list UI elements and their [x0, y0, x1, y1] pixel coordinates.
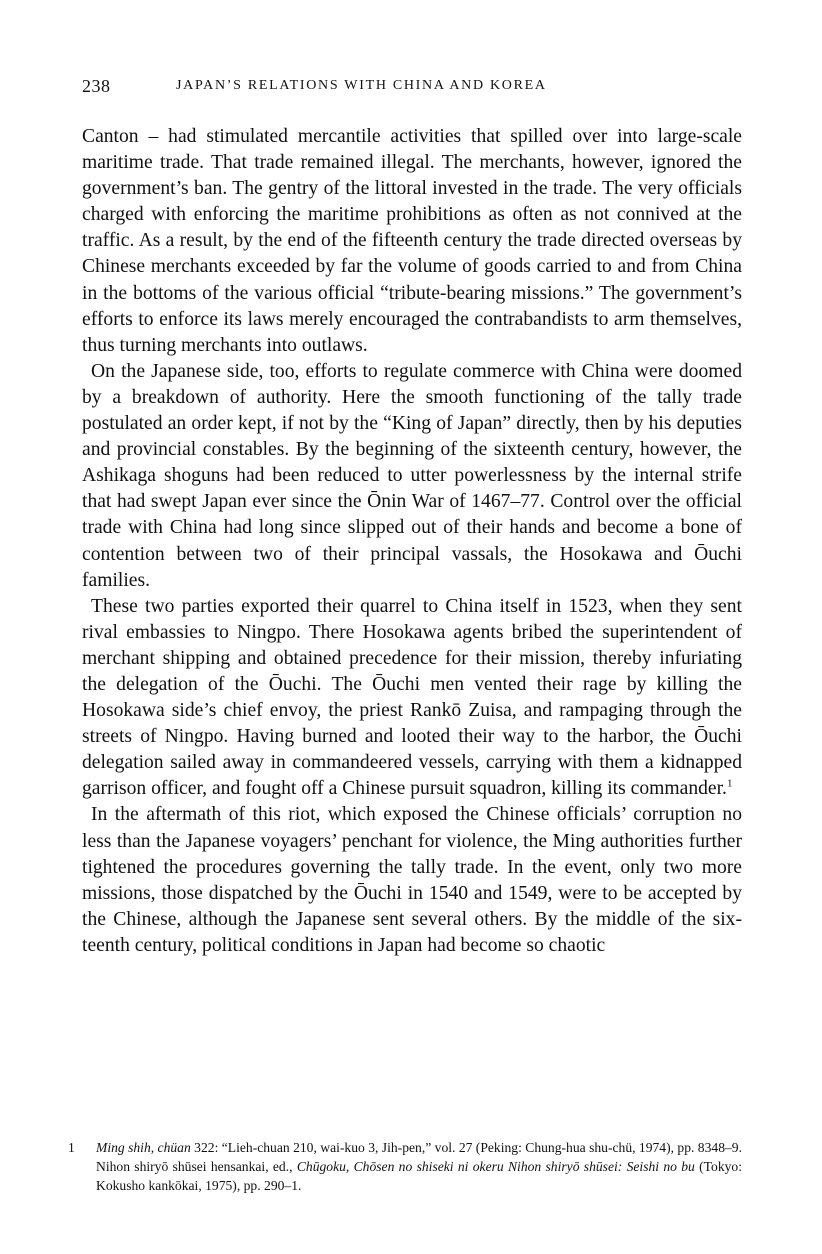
body-text [82, 124, 742, 959]
paragraph-3-text: These two parties exported their quarrel to China itself in 1523, when they sent rival embassies to Ningpo. There Hosokawa agents bribed the superintendent of merchant shipping and obtained precedence for their mission, thereby infuriating the delegation of the Ōuchi. The Ōuchi men vented their rage by killing the Hosokawa side’s chief envoy, the priest Rankō Zuisa, and rampaging through the streets of Ningpo. Having burned and looted their way to the harbor, the Ōuchi delegation sailed away in commandeered vessels, carrying with them a kidnapped garrison officer, and fought off a Chinese pursuit squadron, killing its commander. [82, 595, 742, 800]
paragraph-1: Canton – had stimulated mercantile activities that spilled over into large-scale maritime trade. That trade remained illegal. The merchants, however, ignored the government’s ban. The gentry of the littoral invested in the trade. The very officials charged with enforcing the maritime prohibitions as often as not connived at the traffic. As a result, by the end of the fifteenth century the trade directed overseas by Chinese merchants exceeded by far the volume of goods carried to and from China in the bottoms of the various official “tribute-bearing missions.” The government’s efforts to enforce its laws merely encouraged the contrabandists to arm themselves, thus turning merchants into outlaws. [82, 126, 742, 356]
footnote-text-1: 322: “Lieh-chuan 210, wai-kuo 3, Jih-pen,” vol. 27 (Peking: Chung-hua shu-chü, 1974), pp. 8348–9. Nihon shiryō shūsei hensankai, ed., [96, 1140, 742, 1174]
running-head-title: JAPAN’S RELATIONS WITH CHINA AND KOREA [176, 78, 547, 93]
footnote-title-2: Chūgoku, Chōsen no shiseki ni okeru Nihon shiryō shūsei: Seishi no bu [296, 1159, 695, 1174]
paragraph-2: On the Japanese side, too, efforts to regulate commerce with China were doomed by a breakdown of authority. Here the smooth functioning of the tally trade postulated an order kept, if not by the “King of Japan” directly, then by his deputies and provincial constables. By the beginning of the sixteenth century, however, the Ashikaga shoguns had been reduced to utter powerlessness by the internal strife that had swept Japan ever since the Ōnin War of 1467–77. Control over the official trade with China had long since slipped out of their hands and become a bone of contention between two of their principal vassals, the Hosokawa and Ōuchi families. [82, 360, 742, 591]
page-number: 238 [82, 76, 111, 96]
footnote-reference[interactable]: 1 [726, 777, 733, 790]
footnote-text-2: (Tokyo: Kokusho kankōkai, 1975), pp. 290–1. [96, 1159, 743, 1193]
paragraph-3 [82, 594, 742, 803]
footnote-title-1: Ming shih, chüan [96, 1140, 191, 1155]
running-header [82, 76, 742, 100]
footnote [68, 1138, 743, 1195]
footnote-1 [68, 1138, 743, 1195]
footnote-number: 1 [68, 1140, 75, 1155]
paragraph-4: In the aftermath of this riot, which exposed the Chinese officials’ corruption no less than the Japanese voyagers’ penchant for violence, the Ming authorities further tightened the procedures governing the tally trade. In the event, only two more missions, those dispatched by the Ōuchi in 1540 and 1549, were to be accepted by the Chinese, although the Japanese sent several others. By the middle of the sixteenth century, political conditions in Japan had become so chaotic [82, 804, 742, 956]
